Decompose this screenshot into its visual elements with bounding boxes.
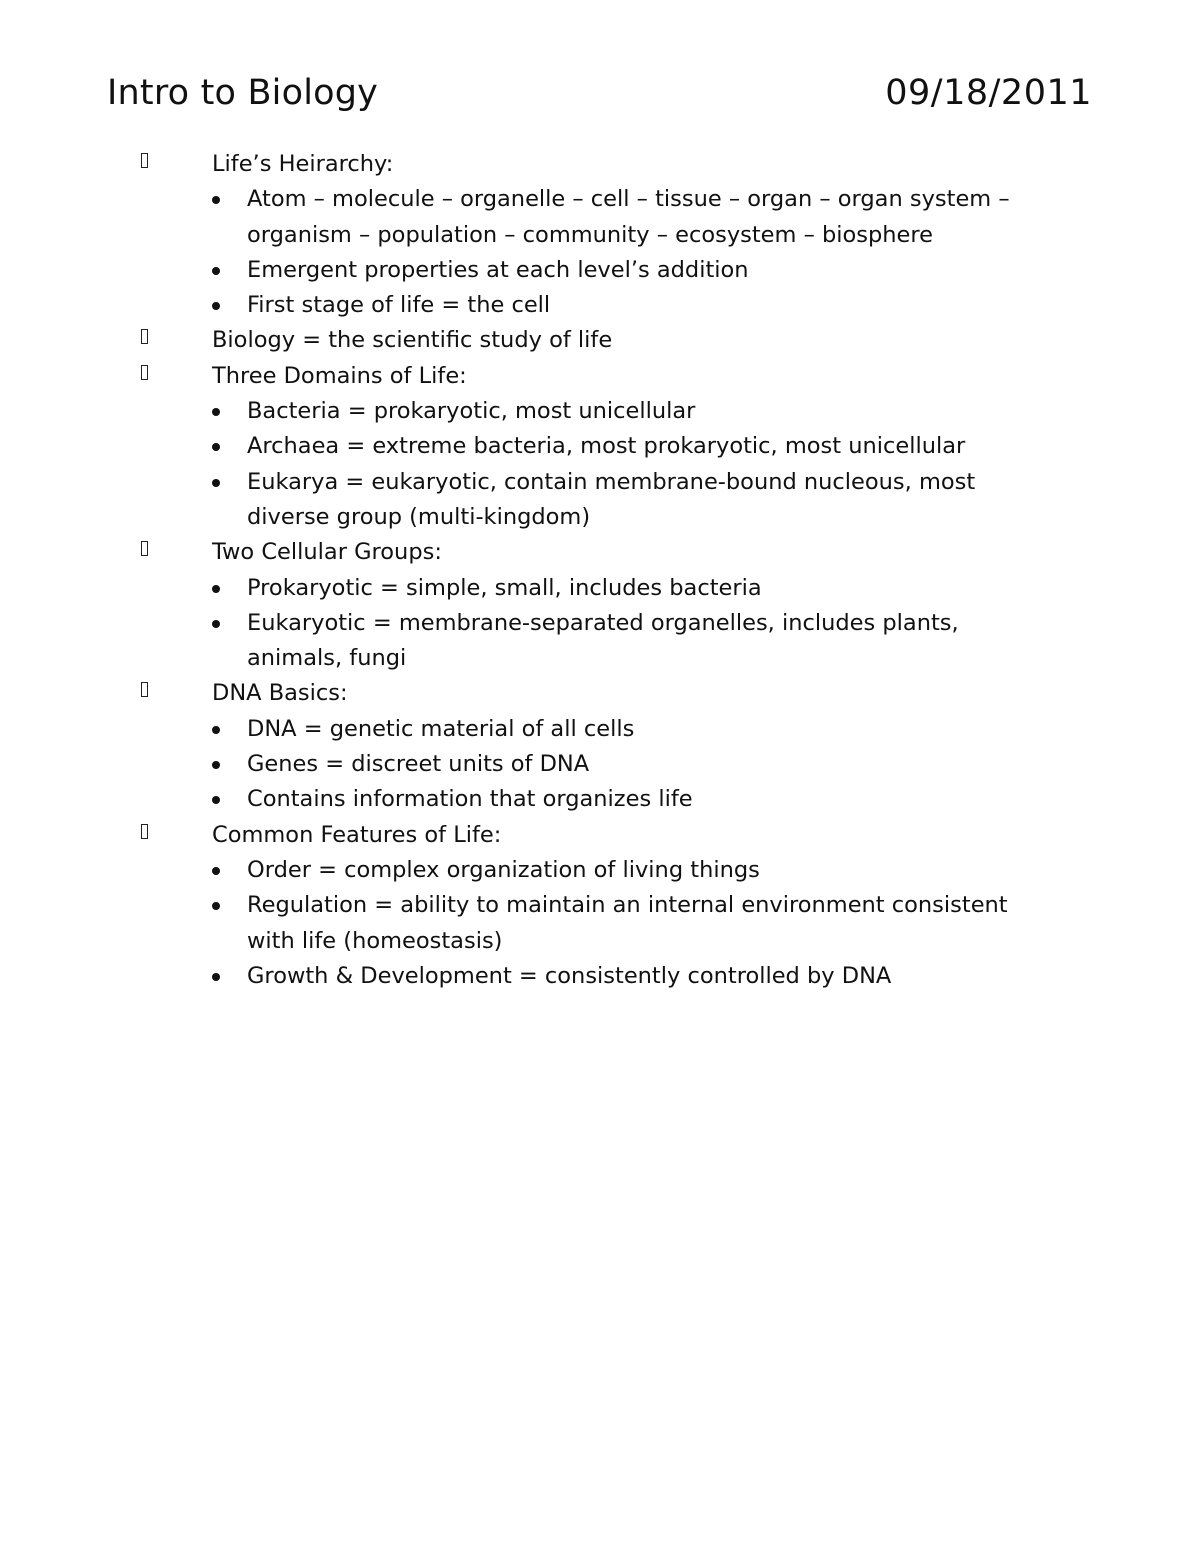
list-item-text: Eukarya = eukaryotic, contain membrane-bound nucleous, most diverse group (multi-kingdom) [247,468,976,530]
missing-glyph-bullet-icon [141,365,148,380]
section-biology-definition [0,323,1200,358]
list-item [0,853,1057,888]
missing-glyph-bullet-icon [141,329,148,344]
list-item [0,782,1057,817]
bullet-dot-icon [212,408,220,416]
notes-outline [0,147,1200,994]
section-label: Two Cellular Groups: [212,539,442,566]
section-heading [0,818,1200,853]
section-label: DNA Basics: [212,680,348,707]
list-item-text: First stage of life = the cell [247,292,551,319]
list-item [0,394,1057,429]
list-item [0,712,1057,747]
list-item [0,429,1057,464]
bullet-dot-icon [212,585,220,593]
section-heading [0,147,1200,182]
bullet-list [0,182,1200,323]
bullet-dot-icon [212,196,220,204]
list-item [0,571,1057,606]
bullet-list [0,853,1200,994]
section-label: Life’s Heirarchy: [212,151,394,177]
missing-glyph-bullet-icon [141,824,148,839]
page-header [107,70,1092,120]
bullet-dot-icon [212,479,220,487]
section-two-cellular-groups [0,535,1200,676]
bullet-dot-icon [212,267,220,275]
section-heading [0,359,1200,394]
list-item [0,465,1057,536]
section-heading [0,323,1200,358]
section-lifes-heirarchy [0,147,1200,323]
missing-glyph-bullet-icon [141,541,148,556]
bullet-dot-icon [212,796,220,804]
bullet-list [0,394,1200,535]
list-item [0,959,1057,994]
missing-glyph-bullet-icon [141,153,148,168]
bullet-list [0,712,1200,818]
list-item-text: Growth & Development = consistently controlled by DNA [247,962,892,989]
section-label: Biology = the scientific study of life [212,327,613,354]
section-dna-basics [0,676,1200,817]
bullet-dot-icon [212,902,220,910]
list-item [0,182,1057,253]
document-date: 09/18/2011 [885,73,1092,113]
document-title: Intro to Biology [107,73,379,113]
bullet-dot-icon [212,443,220,451]
list-item-text: Atom – molecule – organelle – cell – tissue – organ – organ system – organism – population – community – ecosystem – biosphere [247,186,1010,248]
list-item-text: DNA = genetic material of all cells [247,715,635,742]
section-three-domains [0,359,1200,535]
list-item [0,747,1057,782]
bullet-dot-icon [212,761,220,769]
list-item [0,253,1057,288]
bullet-dot-icon [212,620,220,628]
list-item-text: Emergent properties at each level’s addition [247,256,749,283]
section-heading [0,676,1200,711]
list-item-text: Regulation = ability to maintain an internal environment consistent with life (homeostasis) [247,892,1008,954]
list-item [0,288,1057,323]
section-common-features [0,818,1200,994]
bullet-dot-icon [212,867,220,875]
missing-glyph-bullet-icon [141,682,148,697]
bullet-dot-icon [212,302,220,310]
section-label: Three Domains of Life: [212,362,467,389]
list-item [0,888,1057,959]
list-item-text: Eukaryotic = membrane-separated organelles, includes plants, animals, fungi [247,609,959,672]
section-heading [0,535,1200,570]
list-item-text: Genes = discreet units of DNA [247,751,590,778]
list-item-text: Contains information that organizes life [247,786,693,813]
list-item-text: Archaea = extreme bacteria, most prokaryotic, most unicellular [247,433,966,460]
bullet-list [0,571,1200,677]
section-label: Common Features of Life: [212,821,502,848]
bullet-dot-icon [212,726,220,734]
bullet-dot-icon [212,973,220,981]
list-item-text: Order = complex organization of living things [247,856,760,883]
list-item [0,606,1057,677]
list-item-text: Bacteria = prokaryotic, most unicellular [247,398,696,425]
list-item-text: Prokaryotic = simple, small, includes bacteria [247,574,762,601]
